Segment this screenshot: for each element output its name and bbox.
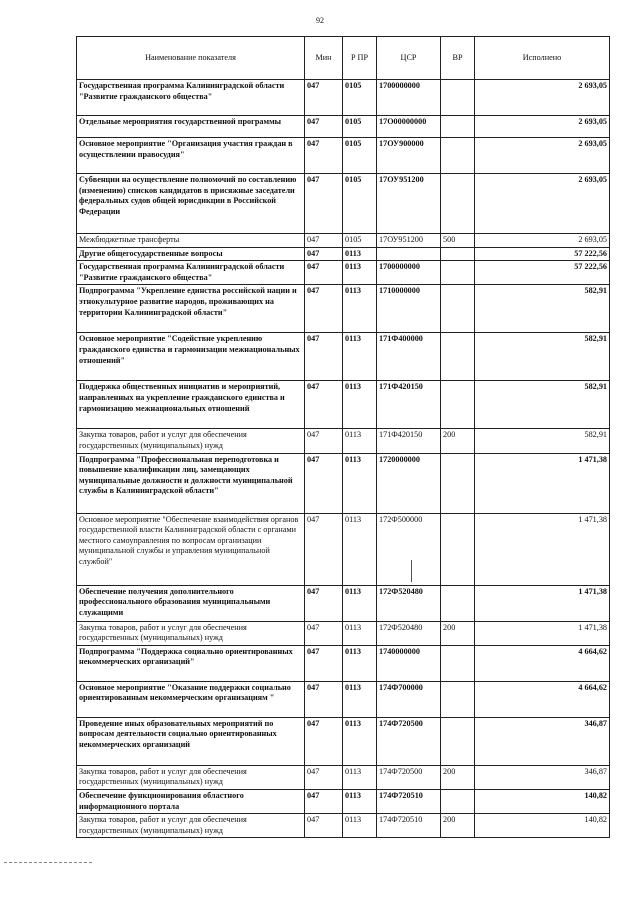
- cell-section: 0113: [343, 681, 377, 717]
- table-row: [77, 814, 610, 838]
- cell-executed: 1 471,38: [475, 585, 610, 621]
- cell-section: 0113: [343, 333, 377, 381]
- table-row: [77, 381, 610, 429]
- header-section: Р ПР: [343, 37, 377, 80]
- cell-target-article: 172Ф520480: [377, 585, 441, 621]
- cell-indicator-name: Основное мероприятие "Содействие укреплению гражданского единства и гармонизации межнациональных отношений": [77, 333, 305, 381]
- cell-executed: 2 693,05: [475, 234, 610, 248]
- cell-target-article: 174Ф720500: [377, 765, 441, 789]
- cell-executed: 1 471,38: [475, 621, 610, 645]
- header-expense-type: ВР: [441, 37, 475, 80]
- cell-ministry: 047: [305, 765, 343, 789]
- cell-section: 0113: [343, 285, 377, 333]
- cell-indicator-name: Закупка товаров, работ и услуг для обеспечения государственных (муниципальных) нужд: [77, 765, 305, 789]
- cell-target-article: 171Ф420150: [377, 429, 441, 453]
- cell-indicator-name: Подпрограмма "Укрепление единства российской нации и этнокультурное развитие народов, проживающих на территории Калининградской области": [77, 285, 305, 333]
- cell-expense-type: [441, 513, 475, 585]
- table-row: [77, 285, 610, 333]
- cell-indicator-name: Субвенции на осуществление полномочий по составлению (изменению) списков кандидатов в присяжные заседатели федеральных судов общей юрисдикции в Российской Федерации: [77, 174, 305, 234]
- cell-expense-type: [441, 681, 475, 717]
- table-row: [77, 80, 610, 116]
- cell-section: 0105: [343, 138, 377, 174]
- cell-executed: 140,82: [475, 814, 610, 838]
- cell-section: 0113: [343, 789, 377, 813]
- cell-indicator-name: Закупка товаров, работ и услуг для обеспечения государственных (муниципальных) нужд: [77, 621, 305, 645]
- cell-target-article: 17О00000000: [377, 116, 441, 138]
- cell-target-article: 174Ф720510: [377, 789, 441, 813]
- cell-ministry: 047: [305, 234, 343, 248]
- cell-expense-type: [441, 174, 475, 234]
- header-target-article: ЦСР: [377, 37, 441, 80]
- table-row: [77, 333, 610, 381]
- cell-indicator-name: Другие общегосударственные вопросы: [77, 247, 305, 261]
- cell-target-article: 17ОУ900000: [377, 138, 441, 174]
- cell-expense-type: [441, 645, 475, 681]
- cell-section: 0105: [343, 234, 377, 248]
- cell-target-article: 174Ф720500: [377, 717, 441, 765]
- cell-executed: 582,91: [475, 381, 610, 429]
- cell-expense-type: 200: [441, 429, 475, 453]
- cell-target-article: 1700000000: [377, 80, 441, 116]
- cell-indicator-name: Государственная программа Калининградской области "Развитие гражданского общества": [77, 261, 305, 285]
- cell-ministry: 047: [305, 80, 343, 116]
- cell-indicator-name: Межбюджетные трансферты: [77, 234, 305, 248]
- cell-executed: 582,91: [475, 333, 610, 381]
- cell-ministry: 047: [305, 453, 343, 513]
- cell-indicator-name: Обеспечение функционирования областного информационного портала: [77, 789, 305, 813]
- table-row: [77, 585, 610, 621]
- cell-executed: 2 693,05: [475, 116, 610, 138]
- cell-indicator-name: Основное мероприятие "Обеспечение взаимодействия органов государственной власти Калининградской области с органами местного самоуправления по вопросам организации муниципальной службы и управления муниципальной службой": [77, 513, 305, 585]
- table-row: [77, 621, 610, 645]
- table-header-row: [77, 37, 610, 80]
- cell-ministry: 047: [305, 789, 343, 813]
- table-row: [77, 429, 610, 453]
- cell-ministry: 047: [305, 138, 343, 174]
- cell-ministry: 047: [305, 513, 343, 585]
- cell-expense-type: [441, 285, 475, 333]
- cell-executed: 2 693,05: [475, 138, 610, 174]
- table-row: [77, 234, 610, 248]
- cell-expense-type: [441, 247, 475, 261]
- cell-section: 0113: [343, 381, 377, 429]
- cell-expense-type: [441, 333, 475, 381]
- cell-indicator-name: Закупка товаров, работ и услуг для обеспечения государственных (муниципальных) нужд: [77, 429, 305, 453]
- header-indicator-name: Наименование показателя: [77, 37, 305, 80]
- cell-target-article: 1720000000: [377, 453, 441, 513]
- cell-target-article: 17ОУ951200: [377, 234, 441, 248]
- cell-executed: 1 471,38: [475, 513, 610, 585]
- cell-expense-type: [441, 138, 475, 174]
- cell-expense-type: [441, 261, 475, 285]
- table-body: [77, 80, 610, 838]
- header-ministry: Мин: [305, 37, 343, 80]
- cell-executed: 582,91: [475, 285, 610, 333]
- cell-ministry: 047: [305, 585, 343, 621]
- cell-target-article: 171Ф420150: [377, 381, 441, 429]
- table-row: [77, 261, 610, 285]
- page-number: 92: [316, 16, 324, 25]
- cell-executed: 2 693,05: [475, 80, 610, 116]
- cell-target-article: 171Ф400000: [377, 333, 441, 381]
- cell-expense-type: 200: [441, 814, 475, 838]
- table-row: [77, 717, 610, 765]
- cell-section: 0113: [343, 645, 377, 681]
- cell-ministry: 047: [305, 429, 343, 453]
- cell-ministry: 047: [305, 333, 343, 381]
- cell-target-article: 17ОУ951200: [377, 174, 441, 234]
- cell-section: 0105: [343, 80, 377, 116]
- cell-executed: 57 222,56: [475, 247, 610, 261]
- cell-executed: 1 471,38: [475, 453, 610, 513]
- cell-executed: 582,91: [475, 429, 610, 453]
- cell-section: 0113: [343, 261, 377, 285]
- table-row: [77, 789, 610, 813]
- cell-executed: 57 222,56: [475, 261, 610, 285]
- cell-indicator-name: Основное мероприятие "Оказание поддержки социально ориентированным некоммерческим организациям ": [77, 681, 305, 717]
- header-executed: Исполнено: [475, 37, 610, 80]
- cell-section: 0113: [343, 814, 377, 838]
- table-row: [77, 765, 610, 789]
- cell-ministry: 047: [305, 645, 343, 681]
- scan-artifact-line: [4, 862, 92, 863]
- cell-section: 0113: [343, 429, 377, 453]
- cell-executed: 140,82: [475, 789, 610, 813]
- cell-expense-type: [441, 453, 475, 513]
- cell-indicator-name: Поддержка общественных инициатив и мероприятий, направленных на укрепление гражданского единства и гармонизацию межнациональных отношений: [77, 381, 305, 429]
- cell-target-article: 1710000000: [377, 285, 441, 333]
- table-row: [77, 138, 610, 174]
- cell-ministry: 047: [305, 814, 343, 838]
- cell-executed: 4 664,62: [475, 681, 610, 717]
- cell-indicator-name: Государственная программа Калининградской области "Развитие гражданского общества": [77, 80, 305, 116]
- cell-section: 0113: [343, 453, 377, 513]
- cell-indicator-name: Подпрограмма "Поддержка социально ориентированных некоммерческих организаций": [77, 645, 305, 681]
- cell-section: 0113: [343, 247, 377, 261]
- cell-ministry: 047: [305, 261, 343, 285]
- cell-ministry: 047: [305, 621, 343, 645]
- cell-section: 0113: [343, 621, 377, 645]
- cell-expense-type: [441, 585, 475, 621]
- cell-target-article: 1740000000: [377, 645, 441, 681]
- cell-ministry: 047: [305, 285, 343, 333]
- cell-ministry: 047: [305, 381, 343, 429]
- cell-indicator-name: Проведение иных образовательных мероприятий по вопросам деятельности социально ориентированных некоммерческих организаций: [77, 717, 305, 765]
- cell-ministry: 047: [305, 174, 343, 234]
- cell-target-article: 174Ф720510: [377, 814, 441, 838]
- cell-expense-type: [441, 381, 475, 429]
- cell-expense-type: 200: [441, 765, 475, 789]
- cell-section: 0113: [343, 717, 377, 765]
- cell-indicator-name: Основное мероприятие "Организация участия граждан в осуществлении правосудия": [77, 138, 305, 174]
- cell-executed: 346,87: [475, 765, 610, 789]
- cell-ministry: 047: [305, 247, 343, 261]
- cell-section: 0105: [343, 116, 377, 138]
- scan-mark: [411, 560, 412, 582]
- cell-ministry: 047: [305, 681, 343, 717]
- cell-executed: 2 693,05: [475, 174, 610, 234]
- cell-target-article: 174Ф700000: [377, 681, 441, 717]
- cell-ministry: 047: [305, 717, 343, 765]
- cell-expense-type: [441, 80, 475, 116]
- cell-target-article: 1700000000: [377, 261, 441, 285]
- cell-executed: 346,87: [475, 717, 610, 765]
- table-row: [77, 174, 610, 234]
- table-row: [77, 681, 610, 717]
- cell-expense-type: [441, 116, 475, 138]
- table-row: [77, 513, 610, 585]
- table-row: [77, 116, 610, 138]
- cell-expense-type: 500: [441, 234, 475, 248]
- cell-indicator-name: Подпрограмма "Профессиональная переподготовка и повышение квалификации лиц, замещающих муниципальные должности и должности муниципальной службы в Калининградской области": [77, 453, 305, 513]
- cell-target-article: 172Ф520480: [377, 621, 441, 645]
- cell-target-article: 172Ф500000: [377, 513, 441, 585]
- cell-expense-type: [441, 717, 475, 765]
- cell-indicator-name: Отдельные мероприятия государственной программы: [77, 116, 305, 138]
- table-row: [77, 645, 610, 681]
- cell-indicator-name: Обеспечение получения дополнительного профессионального образования муниципальными служащими: [77, 585, 305, 621]
- cell-section: 0105: [343, 174, 377, 234]
- cell-section: 0113: [343, 585, 377, 621]
- cell-indicator-name: Закупка товаров, работ и услуг для обеспечения государственных (муниципальных) нужд: [77, 814, 305, 838]
- cell-expense-type: [441, 789, 475, 813]
- cell-section: 0113: [343, 765, 377, 789]
- cell-executed: 4 664,62: [475, 645, 610, 681]
- budget-execution-table: [76, 36, 610, 838]
- cell-ministry: 047: [305, 116, 343, 138]
- table-row: [77, 247, 610, 261]
- cell-target-article: [377, 247, 441, 261]
- table-row: [77, 453, 610, 513]
- cell-expense-type: 200: [441, 621, 475, 645]
- cell-section: 0113: [343, 513, 377, 585]
